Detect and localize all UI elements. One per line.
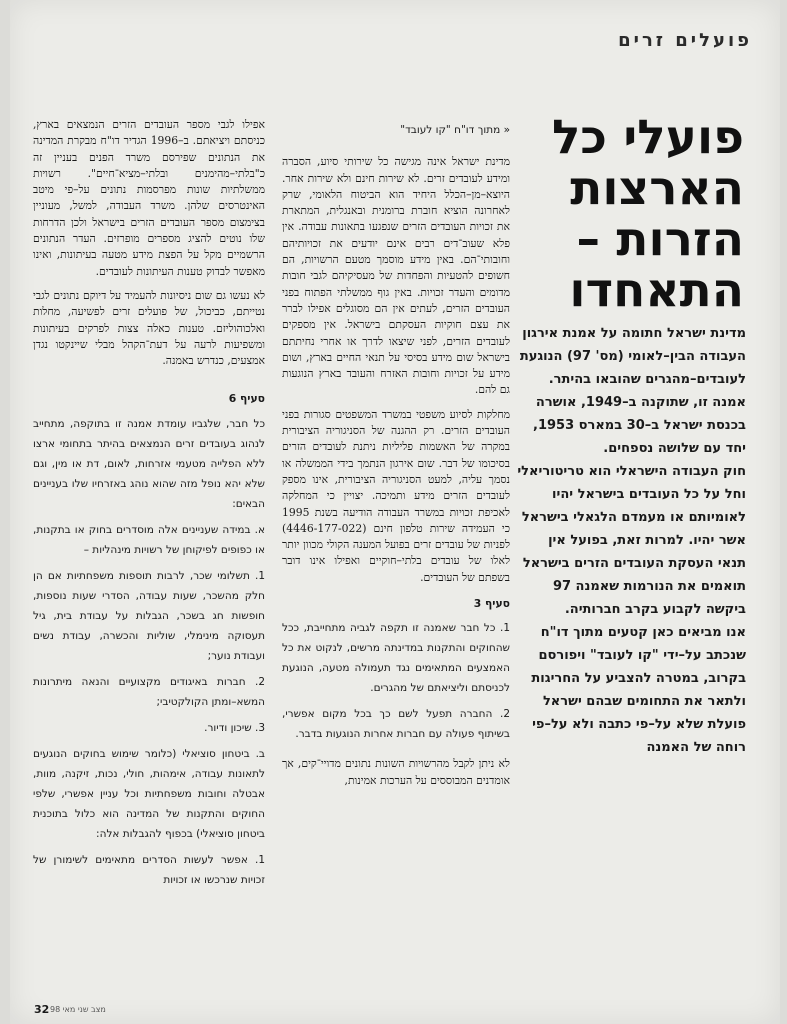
clause-item: 1. כל חבר שאמנה זו תקפה לגביה מתחייבת, ככל שהחוקים והתקנות במדינתה מרשים, לנקוט את כל האמצעים המתאימים נגד תעמולה מטעה, הנוגעת לכניסתם וליציאתם של מהגרים. [282, 622, 510, 695]
left-column [33, 117, 265, 896]
section-header: פועלים זרים [618, 30, 752, 51]
intro-paragraph: אנו מביאים כאן קטעים מתוך דו"ח שנכתב על–ידי "קו לעובד" ויפורסם בקרוב, במטרה להצביע על החריגות ולתאר את התחומים שבהם ישראל פועלת שלא על–פי כתבה ולא על–פי רוחה של האמנה [531, 625, 746, 755]
section-3-title: סעיף 3 [473, 597, 510, 611]
excerpt-label: « מתוך דו"ח "קו לעובד" [400, 124, 510, 136]
article-intro [516, 322, 746, 759]
clause-item: 1. תשלומי שכר, לרבות תוספות משפחתיות אם הן חלק מהשכר, שעות עבודה, הסדרי שעות נוספות, חופשות חג בשכר, הגבלות על עבודת בית, גיל תעסוקה מינימלי, שוליות והכשרה, עבודת נשים ועבודת נוער; [33, 569, 265, 662]
section-3-body [282, 618, 510, 744]
body-paragraph: אפילו לגבי מספר העובדים הזרים הנמצאים בארץ, כניסתם ויציאתם. ב–1996 הגדיר דו"ח מבקרת המדינה את הנתונים שפירסם משרד הפנים בעניין זה כ"בלתי–מהימנים ובלתי–מציא־חיים". רשויות ממשלתיות שונות מפרסמות נתונים על–פי מיטב האינטרסים שלהן. משרד העבודה, למשל, מעוניין בצימצום מספר העובדים הזרים בישראל ולכן הדרחות שלו נוטים להציג מספרים מופרזים. העדר הנתונים הרשמיים מקל על הפצת מידע מטעה בעיתונות, ואינו מאפשר לבדוק טענות העיתונות לעובדים. [33, 118, 265, 278]
article-headline: פועלי כל הארצות הזרות – התאחדו [551, 110, 744, 318]
middle-column [282, 122, 510, 797]
section-6-body [33, 414, 265, 890]
body-paragraph: לא נעשו גם שום ניסיונות להעמיד על דיוקם נתונים לגבי נטייתם, כביכול, של פועלים זרים לפשיעה, מחלות ואלכוהוליזם. טענות כאלה צצות לפרקים בעיתונות ומשפיעות לרעה על דעת־הקהל מבלי שיינקטו נגדן אמצעים, כנדרש באמנה. [33, 288, 265, 368]
clause-item: א. במידה שעניינים אלה מוסדרים בחוק או בתקנות, או כפופים לפיקוחן של רשויות מינהליות – [33, 523, 265, 556]
body-paragraph: מדינת ישראל אינה מגישה כל שירותי סיוע, הסברה ומידע לעובדים זרים. לא שירות חינם ולא שירות אחר. היוצא–מן–הכלל היחיד הוא הביטוח הלאומי, שרק לאחרונה הוציא חוברת ברומנית ובאנגלית, המתארת את זכויות העובדים הזרים שנפגעו בתאונות עבודה. אין פלא שעוב־דים רבים אינם יודעים את זכויותיהם וחובותי־הם. באין מידע מוסמך מטעם הרשויות, הם חשופים להטעיות והפחדות של מעסיקיהם לגבי חובות מדומים והעדר זכויות. באין גוף ממשלתי הפתוח בפני העובדים הזרים, לעתים אין הם מסוגלים אפילו לברר את עצם חוקיות העסקתם בישראל. אין מספקים לעובדים הזרים, לפני שיצאו לדרך או אחרי נחיתתם בישראל שום מידע בסיסי על תנאי החיים בארץ, ושום מידע על זכויות וחובות האזרח והעובד בארץ הנוגעות גם להם. [282, 155, 510, 397]
clause-item: 2. חברות באיגודים מקצועיים והנאה מיתרונות המשא–ומתן הקולקטיבי; [33, 675, 265, 708]
intro-paragraph: מדינת ישראל חתומה על אמנת אירגון העבודה הבין–לאומי (מס' 97) הנוגעת לעובדים–מהגרים שהובאו בהיתר. אמנה זו, שתוקנה ב–1949, אושרה בכנסת ישראל ב–30 במארס 1953, יחד עם שלושה נספחים. [519, 326, 746, 456]
clause-item: ב. ביטחון סוציאלי (כלומר שימוש בחוקים הנוגעים לתאונות עבודה, אימהות, חולי, נכות, זיקנה, מוות, אבטלה וחובות משפחתיות וכל עניין אפשרי, שלפי החוקים והתקנות של המדינה הוא כלול בתוכנית ביטחון סוציאלי) בכפוף להגבלות אלה: [33, 747, 265, 840]
section-6-title: סעיף 6 [228, 392, 265, 406]
clause-item: 1. אפשר לעשות הסדרים מתאימים לשימורן של זכויות שנרכשו או זכויות [33, 853, 265, 886]
clause-item: 2. החברה תפעל לשם כך בכל מקום אפשרי, בשיתוף פעולה עם חברות אחרות הנוגעות בדבר. [282, 708, 510, 741]
body-paragraph: מחלקות לסיוע משפטי במשרד המשפטים סגורות בפני העובדים הזרים. רק ההגנה של הסניגוריה הציבורית במקרה של האשמות פליליות ניתנת לעובדים הזרים בסיכומו של דבר. שום אירגון הנתמך בידי הממשלה או נסמך עליה, למעט הסניגוריה הציבורית, אינו מספק לעובדים הזרים מידע ותמיכה. יצויין כי המחלקה לאכיפת זכויות במשרד העבודה הודיעה בשנת 1995 כי העמידה שירות טלפון חינם (4446-177-022) לפניות של עובדים זרים בפועל המענה הקולי מכוון יותר לאלו של עובדים בלתי–חוקיים ואפילו אינו דובר בשפתם של העובדים. [282, 407, 510, 584]
intro-paragraph: חוק העבודה הישראלי הוא טריטוריאלי וחל על כל העובדים בישראל יהיו לאומיותם או מעמדם הלגאלי בישראל אשר יהיו. למרות זאת, בפועל אין תנאי העסקת העובדים הזרים בישראל תואמים את הנורמות שאמנה 97 ביקשה לקבוע בקרב חברותיה. [517, 464, 746, 617]
clause-item: 3. שיכון ודיור. [204, 721, 265, 734]
magazine-page [10, 0, 780, 1024]
body-paragraph: לא ניתן לקבל מהרשויות השונות נתונים מדויי־קים, אך אומדנים המבוססים על הערכות אמינות, [282, 757, 510, 787]
page-number: 32 [34, 1003, 50, 1016]
clause-intro: כל חבר, שלגביו עומדת אמנה זו בתוקפה, מתחייב לנהוג בעובדים זרים הנמצאים בהיתר בתחומי ארצו ללא הפלייה מטעמי אזרחות, לאום, דת או מין, וגם שלא יהא נופל מזה שהוא נוהג באזרחיו שלו בעניינים הבאים: [33, 417, 265, 510]
page-footer: מצב שני מאי 98 [50, 1005, 106, 1014]
